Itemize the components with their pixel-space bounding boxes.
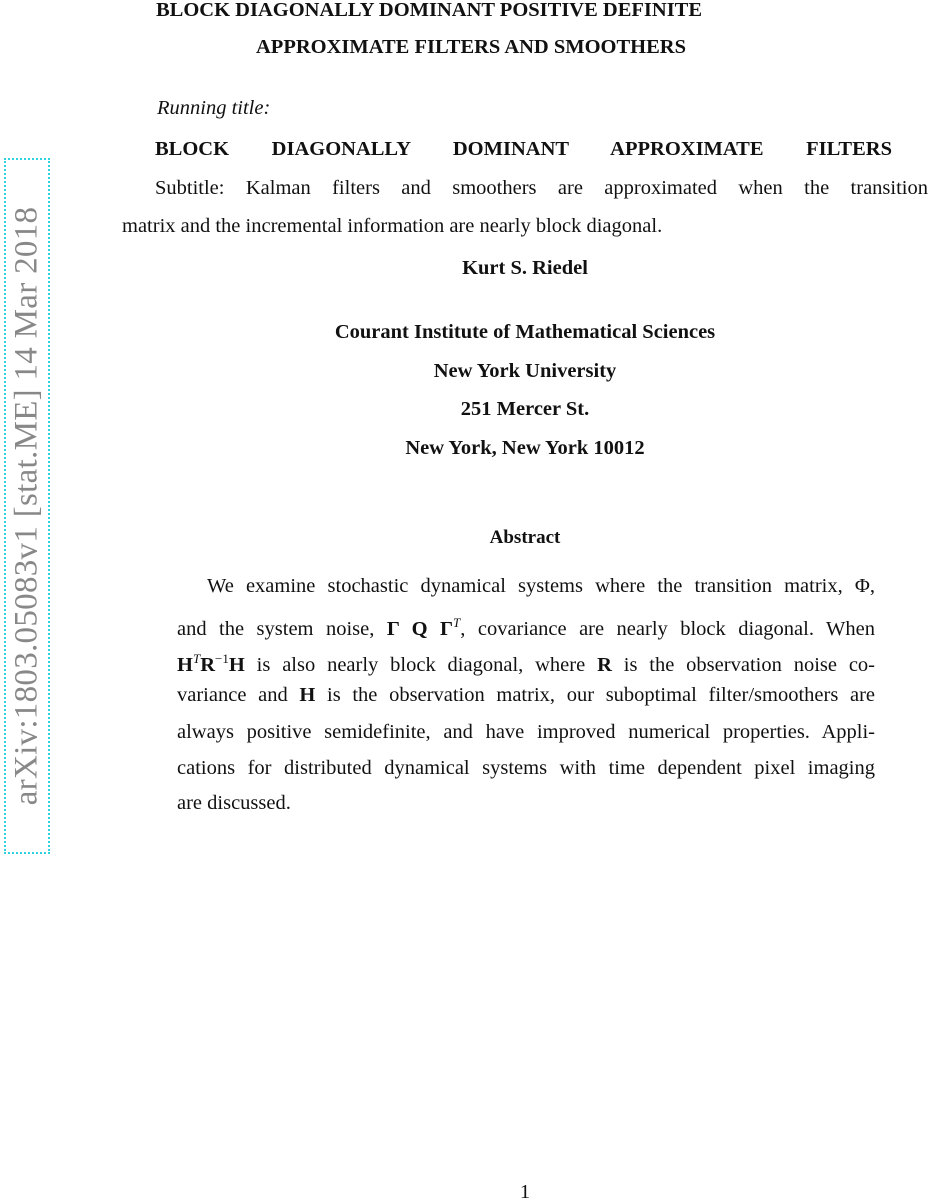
text: is also nearly block diagonal, where (244, 653, 598, 676)
running-title-label: Running title: (157, 97, 271, 119)
abstract-heading: Abstract (489, 527, 561, 548)
math-gamma-q-gamma: Γ Q Γ (386, 617, 454, 640)
abstract-line: We examine stochastic dynamical systems where the transition matrix, Φ, (207, 575, 875, 597)
author-university: New York University (433, 360, 617, 382)
abstract-line (177, 611, 875, 641)
abstract-line (177, 647, 875, 677)
subtitle-line-1: Subtitle: Kalman filters and smoothers are approximated when the transition (155, 177, 928, 199)
math-superscript: T (192, 651, 201, 666)
math-h: H (228, 653, 245, 676)
author-name: Kurt S. Riedel (462, 257, 588, 279)
math-h: H (177, 653, 193, 676)
author-street: 251 Mercer St. (460, 398, 590, 420)
text: , covariance are nearly block diagonal. When (460, 617, 875, 640)
math-r: R (597, 653, 612, 676)
text: is the observation noise co- (611, 653, 875, 676)
arxiv-identifier: arXiv:1803.05083v1 [stat.ME] 14 Mar 2018 (8, 206, 45, 806)
text: variance and (177, 684, 300, 706)
math-superscript: T (453, 615, 461, 630)
running-title: BLOCK DIAGONALLY DOMINANT APPROXIMATE FILTERS (155, 138, 892, 160)
author-institute: Courant Institute of Mathematical Sciences (334, 321, 716, 343)
title-line-2: APPROXIMATE FILTERS AND SMOOTHERS (256, 36, 686, 58)
abstract-line: cations for distributed dynamical systems with time dependent pixel imaging (177, 757, 875, 779)
math-r: R (200, 653, 215, 676)
text: is the observation matrix, our suboptimal filter/smoothers are (315, 684, 875, 706)
text: and the system noise, (177, 617, 375, 640)
abstract-line (177, 683, 875, 707)
math-superscript: −1 (215, 651, 229, 666)
subtitle-line-2: matrix and the incremental information are nearly block diagonal. (122, 215, 663, 237)
abstract-line: always positive semidefinite, and have improved numerical properties. Appli- (177, 721, 875, 743)
page-number: 1 (519, 1181, 531, 1203)
abstract-line: are discussed. (177, 792, 291, 814)
author-city: New York, New York 10012 (405, 437, 645, 459)
title-line-1: BLOCK DIAGONALLY DOMINANT POSITIVE DEFINITE (156, 0, 703, 21)
math-h: H (299, 684, 316, 706)
